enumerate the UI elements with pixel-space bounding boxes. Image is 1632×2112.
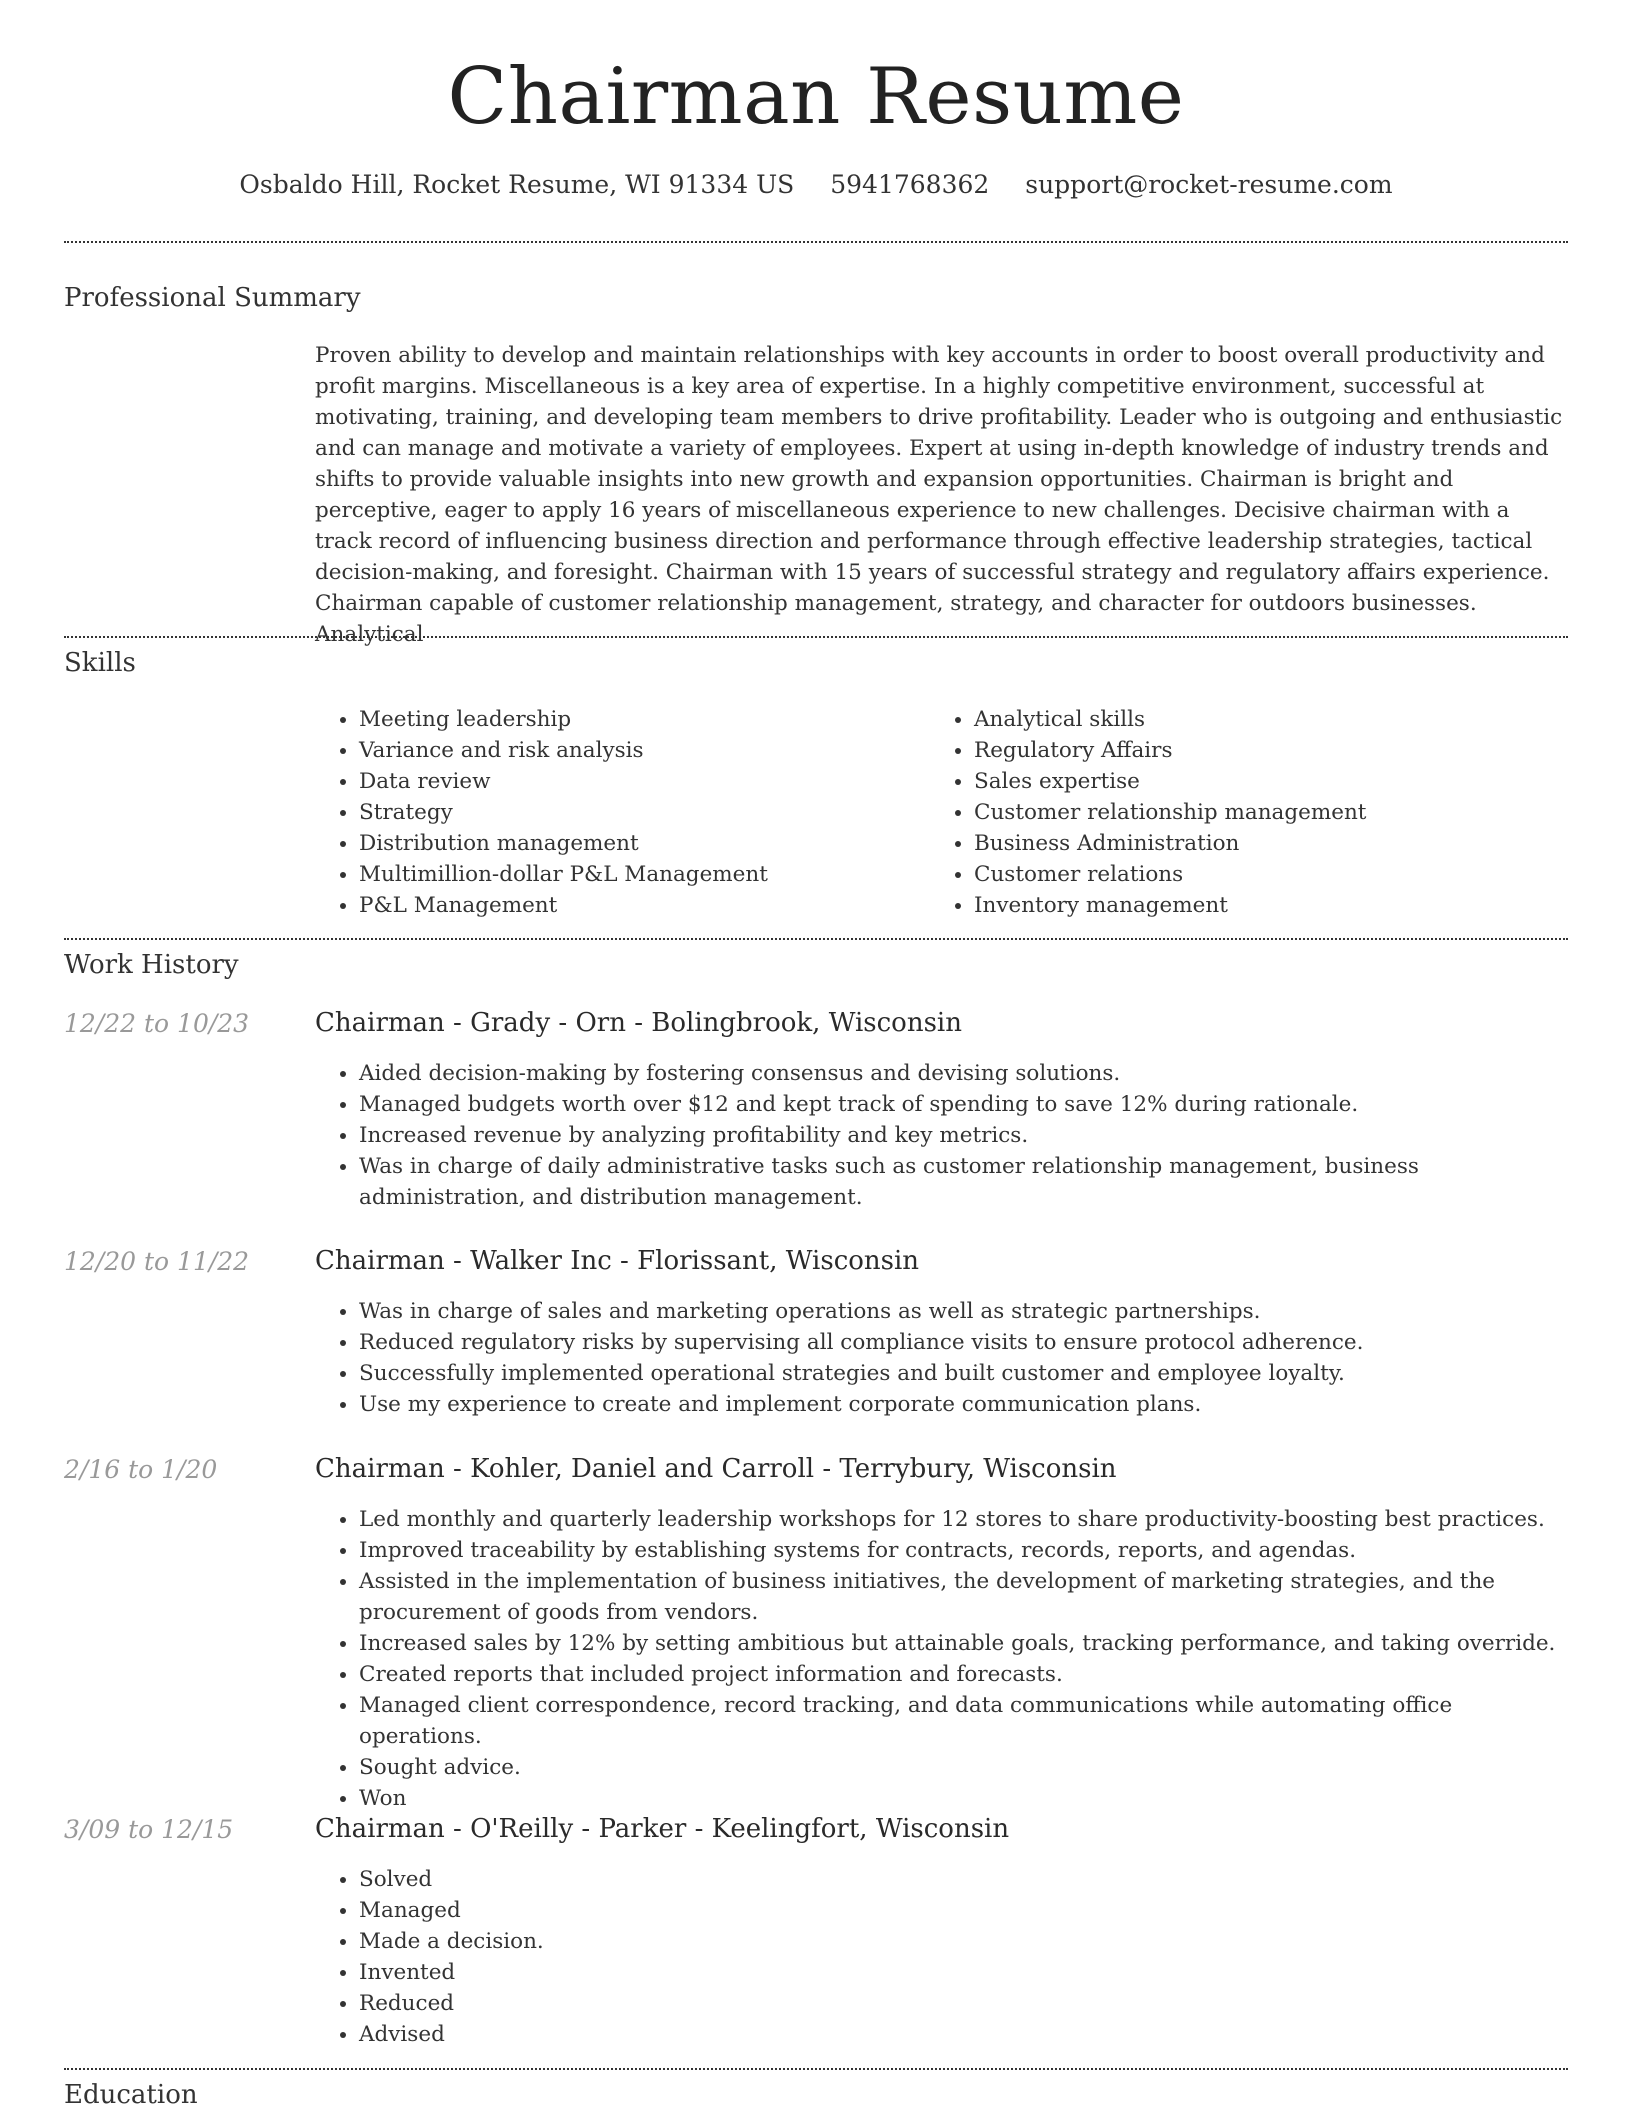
skills-column-left bbox=[315, 704, 915, 921]
summary-text: Proven ability to develop and maintain relationships with key accounts in order to boost overall productivity and profit margins. Miscellaneous is a key area of expertise. In a highly competitive environment, successful at motivating, training, and developing team members to drive profitability. Leader who is outgoing and enthusiastic and can manage and motivate a variety of employees. Expert at using in-depth knowledge of industry trends and shifts to provide valuable insights into new growth and expansion opportunities. Chairman is bright and perceptive, eager to apply 16 years of miscellaneous experience to new challenges. Decisive chairman with a track record of influencing business direction and performance through effective leadership strategies, tactical decision-making, and foresight. Chairman with 15 years of successful strategy and regulatory affairs experience. Chairman capable of customer relationship management, strategy, and character for outdoors businesses. Analytical bbox=[315, 343, 1563, 647]
job-bullet: • Sought advice. bbox=[359, 1752, 1569, 1783]
job-bullet: • Managed bbox=[359, 1895, 1569, 1926]
skill-item: • Multimillion-dollar P&L Management bbox=[359, 859, 915, 890]
job-bullet: • Reduced regulatory risks by supervising all compliance visits to ensure protocol adherence. bbox=[359, 1327, 1569, 1358]
skill-item: • Inventory management bbox=[974, 890, 1550, 921]
resume-title: Chairman Resume bbox=[447, 52, 1185, 142]
job-bullet: • Increased sales by 12% by setting ambitious but attainable goals, tracking performance, and taking override. bbox=[359, 1628, 1569, 1659]
skill-item: • Strategy bbox=[359, 797, 915, 828]
job-bullet: • Was in charge of sales and marketing operations as well as strategic partnerships. bbox=[359, 1296, 1569, 1327]
contact-email: support@rocket-resume.com bbox=[1025, 170, 1393, 199]
job-title: Chairman - Grady - Orn - Bolingbrook, Wisconsin bbox=[315, 1008, 962, 1038]
skill-item: • Data review bbox=[359, 766, 915, 797]
divider bbox=[64, 241, 1568, 243]
divider bbox=[64, 2068, 1568, 2070]
skill-item: • Customer relationship management bbox=[974, 797, 1550, 828]
job-bullet: • Aided decision-making by fostering consensus and devising solutions. bbox=[359, 1058, 1569, 1089]
job-bullet: • Made a decision. bbox=[359, 1926, 1569, 1957]
skill-item: • Customer relations bbox=[974, 859, 1550, 890]
job-bullet: • Was in charge of daily administrative tasks such as customer relationship management, business administration, and distribution management. bbox=[359, 1151, 1569, 1213]
job-bullets bbox=[315, 1864, 1569, 2050]
divider bbox=[64, 938, 1568, 940]
job-bullet: • Invented bbox=[359, 1957, 1569, 1988]
job-bullet: • Improved traceability by establishing systems for contracts, records, reports, and agendas. bbox=[359, 1535, 1569, 1566]
job-bullet: • Created reports that included project information and forecasts. bbox=[359, 1659, 1569, 1690]
contact-line bbox=[64, 170, 1568, 199]
section-heading-education: Education bbox=[64, 2080, 198, 2110]
job-bullets bbox=[315, 1058, 1569, 1213]
skill-item: • Meeting leadership bbox=[359, 704, 915, 735]
section-heading-skills: Skills bbox=[64, 648, 136, 678]
job-bullet: • Solved bbox=[359, 1864, 1569, 1895]
job-bullet: • Increased revenue by analyzing profitability and key metrics. bbox=[359, 1120, 1569, 1151]
job-bullet: • Managed budgets worth over $12 and kept track of spending to save 12% during rationale. bbox=[359, 1089, 1569, 1120]
skill-item: • Distribution management bbox=[359, 828, 915, 859]
job-date: 3/09 to 12/15 bbox=[64, 1815, 234, 1844]
job-date: 2/16 to 1/20 bbox=[64, 1455, 218, 1484]
job-bullet: • Won bbox=[359, 1783, 1569, 1814]
job-title: Chairman - Kohler, Daniel and Carroll - Terrybury, Wisconsin bbox=[315, 1454, 1117, 1484]
section-heading-work: Work History bbox=[64, 950, 239, 980]
job-bullet: • Managed client correspondence, record tracking, and data communications while automating office operations. bbox=[359, 1690, 1569, 1752]
job-bullet: • Led monthly and quarterly leadership workshops for 12 stores to share productivity-boosting best practices. bbox=[359, 1504, 1569, 1535]
skill-item: • Variance and risk analysis bbox=[359, 735, 915, 766]
job-title: Chairman - Walker Inc - Florissant, Wisconsin bbox=[315, 1246, 920, 1276]
job-bullet: • Assisted in the implementation of business initiatives, the development of marketing strategies, and the procurement of goods from vendors. bbox=[359, 1566, 1569, 1628]
job-title: Chairman - O'Reilly - Parker - Keelingfort, Wisconsin bbox=[315, 1814, 1010, 1844]
job-bullet: • Use my experience to create and implement corporate communication plans. bbox=[359, 1389, 1569, 1420]
job-bullet: • Successfully implemented operational strategies and built customer and employee loyalty. bbox=[359, 1358, 1569, 1389]
contact-phone: 5941768362 bbox=[830, 170, 990, 199]
skills-column-right bbox=[930, 704, 1550, 921]
contact-address: Osbaldo Hill, Rocket Resume, WI 91334 US bbox=[239, 170, 795, 199]
job-date: 12/20 to 11/22 bbox=[64, 1247, 250, 1276]
section-heading-summary: Professional Summary bbox=[64, 283, 361, 313]
skill-item: • Analytical skills bbox=[974, 704, 1550, 735]
job-bullets bbox=[315, 1504, 1569, 1814]
job-bullets bbox=[315, 1296, 1569, 1420]
skill-item: • P&L Management bbox=[359, 890, 915, 921]
job-bullet: • Advised bbox=[359, 2019, 1569, 2050]
divider bbox=[64, 636, 1568, 638]
skill-item: • Regulatory Affairs bbox=[974, 735, 1550, 766]
job-date: 12/22 to 10/23 bbox=[64, 1009, 250, 1038]
job-bullet: • Reduced bbox=[359, 1988, 1569, 2019]
skill-item: • Sales expertise bbox=[974, 766, 1550, 797]
skill-item: • Business Administration bbox=[974, 828, 1550, 859]
